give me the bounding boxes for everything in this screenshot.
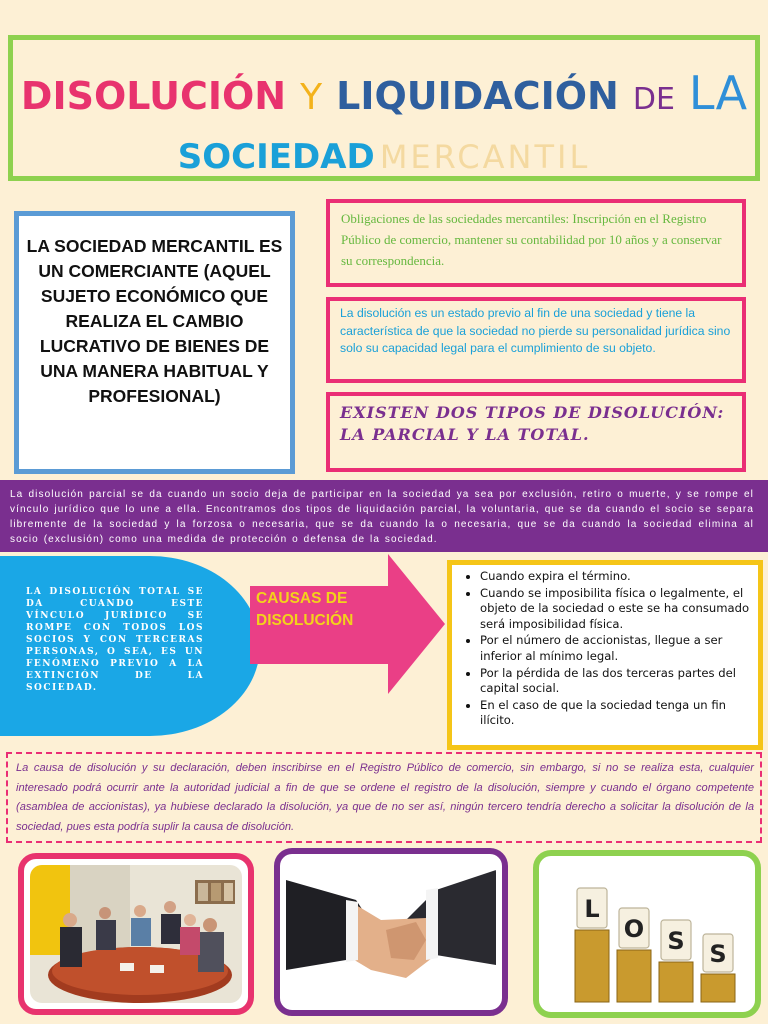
- loss-photo-frame: [533, 850, 761, 1018]
- causas-box: [447, 560, 763, 750]
- meeting-photo-frame: [18, 853, 254, 1015]
- loss-letter: S: [709, 940, 727, 968]
- loss-letter: S: [667, 927, 685, 955]
- title-word-mercantil: MERCANTIL: [379, 138, 591, 176]
- loss-letter: L: [584, 895, 600, 923]
- title-word-y: Y: [300, 77, 323, 118]
- loss-letter: O: [623, 915, 645, 943]
- tipos-text: EXISTEN DOS TIPOS DE DISOLUCIÓN: LA PARCIAL Y LA TOTAL.: [340, 403, 725, 444]
- definition-text: LA SOCIEDAD MERCANTIL ES UN COMERCIANTE (AQUEL SUJETO ECONÓMICO QUE REALIZA EL CAMBIO LUCRATIVO DE BIENES DE UNA MANERA HABITUAL Y PROFESIONAL): [26, 236, 283, 406]
- causas-label: CAUSAS DE DISOLUCIÓN: [256, 590, 354, 629]
- parcial-band: [0, 480, 768, 552]
- loss-photo: [545, 862, 749, 1006]
- causas-list: [462, 569, 750, 730]
- handshake-photo-frame: [274, 848, 508, 1016]
- title-word-sociedad: SOCIEDAD: [177, 137, 375, 177]
- inscripcion-text: La causa de disolución y su declaración, deben inscribirse en el Registro Público de comercio, sin embargo, si no se realiza esta, cualquier interesado podrá ocurrir ante la autoridad judicial a fin de que se ordene el registro de la disolución, siempre y cuando el órgano competente (asamblea de accionistas), ya hubiese declarado la disolución, ya que de no ser así, ningún tercero tendría derecho a solicitar la disolución de la sociedad, pues esta podría suplir la causa de disolución.: [16, 762, 754, 833]
- total-blob: [0, 556, 260, 736]
- title-word-disolucion: DISOLUCIÓN: [20, 74, 287, 118]
- handshake-photo: [286, 860, 496, 1004]
- obligaciones-text: Obligaciones de las sociedades mercantiles: Inscripción en el Registro Público de comercio, mantener su contabilidad por 10 años y a conservar su correspondencia.: [341, 211, 722, 268]
- title-box: [8, 35, 760, 181]
- title-word-la: LA: [688, 66, 748, 120]
- disolucion-definition-text: La disolución es un estado previo al fin de una sociedad y tiene la característica de que la sociedad no pierde su personalidad jurídica sino solo su capacidad legal para el cumplimiento de su objeto.: [340, 306, 731, 355]
- tipos-box: [326, 392, 746, 472]
- title-word-liquidacion: LIQUIDACIÓN: [336, 74, 619, 118]
- inscripcion-box: [6, 752, 762, 843]
- title-word-de: DE: [632, 82, 675, 117]
- total-text: LA DISOLUCIÓN TOTAL SE DA CUANDO ESTE VÍNCULO JURÍDICO SE ROMPE CON TODOS LOS SOCIOS Y CON TERCERAS PERSONAS, O SEA, ES UN FENÓMENO PREVIO A LA EXTINCIÓN DE LA SOCIEDAD.: [26, 587, 204, 693]
- list-item: • Cuando expira el término.: [480, 569, 750, 585]
- meeting-photo: [30, 865, 242, 1003]
- parcial-text: La disolución parcial se da cuando un socio deja de participar en la sociedad ya sea por exclusión, retiro o muerte, y se rompe el vínculo jurídico que lo une a ella. Encontramos dos tipos de liquidación parcial, la voluntaria, que se da cuando el socio se separa libremente de la sociedad y la forzosa o necesaria, que se da cuando la o necesaria, que se da cuando la sociedad elimina al socio (exclusión) como una medida de protección o defensa de la sociedad.: [10, 489, 754, 545]
- list-item: • Cuando se imposibilita física o legalmente, el objeto de la sociedad o este se ha consumado será imposibilidad física.: [480, 586, 750, 633]
- obligaciones-box: [326, 199, 746, 287]
- list-item: • Por el número de accionistas, llegue a ser inferior al mínimo legal.: [480, 633, 750, 664]
- title-line-2: [13, 137, 755, 177]
- list-item: • Por la pérdida de las dos terceras partes del capital social.: [480, 666, 750, 697]
- list-item: • En el caso de que la sociedad tenga un fin ilícito.: [480, 698, 750, 729]
- definition-box: [14, 211, 295, 474]
- disolucion-definition-box: [326, 297, 746, 383]
- title-line-1: [13, 68, 755, 125]
